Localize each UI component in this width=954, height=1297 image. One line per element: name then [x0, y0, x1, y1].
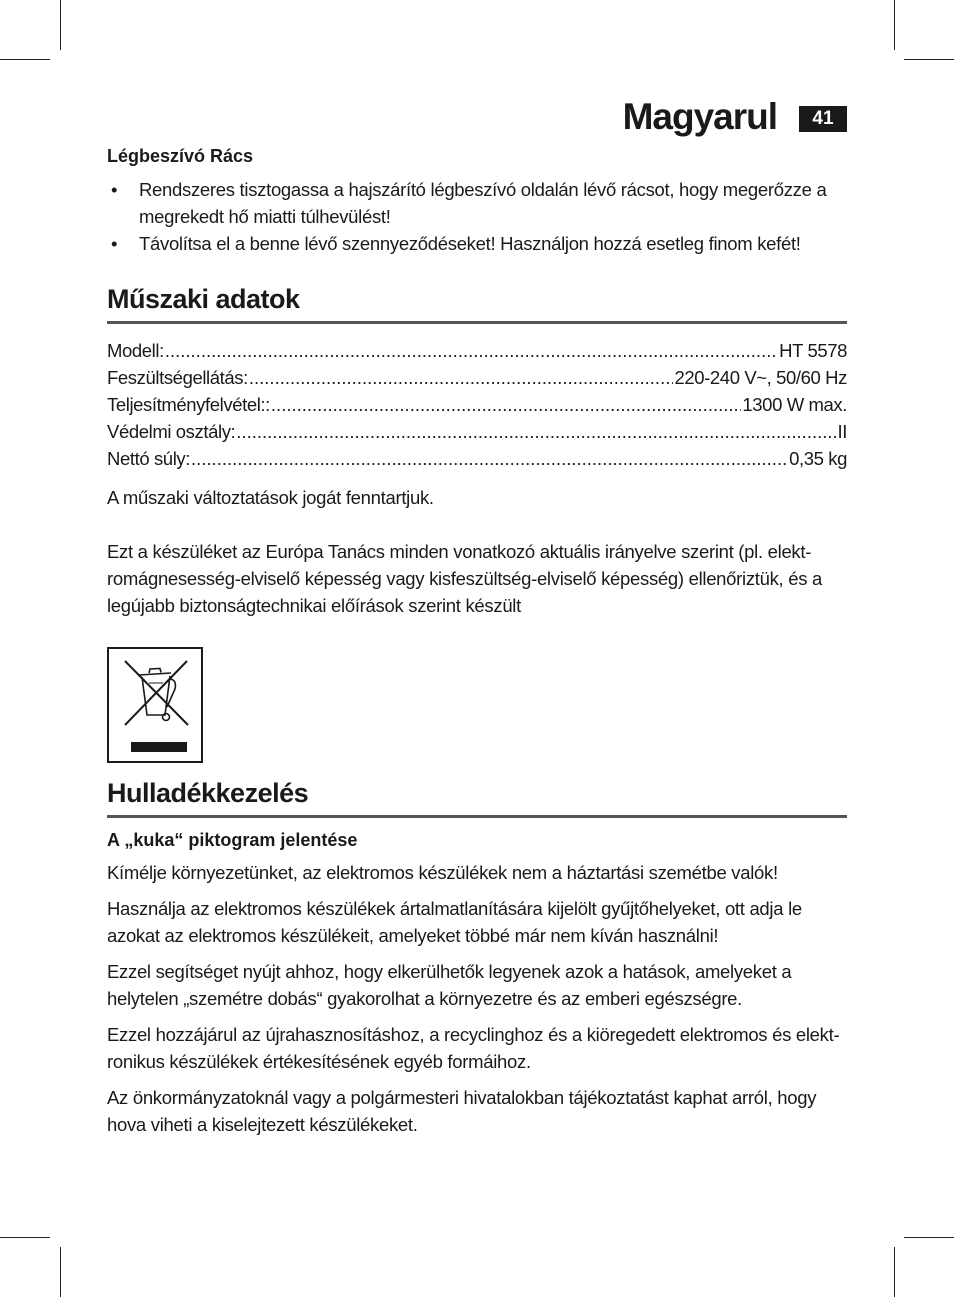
list-item: [107, 176, 847, 230]
disposal-paragraph: Kímélje környezetünket, az elektromos készülékek nem a háztartási szemétbe valók!: [107, 862, 778, 883]
compliance-text: Ezt a készüléket az Európa Tanács minden vonatkozó aktuális irányelve szerint (pl. elekt-romágnesesség-elviselő képesség vagy kisfeszültség-elviselő képesség) ellenőriztük, és a legújabb biztonságtechnikai előírások szerint készült: [107, 541, 823, 616]
page-number-badge: 41: [799, 106, 847, 132]
spec-label: Nettó súly:: [107, 448, 190, 469]
spec-row: [107, 418, 847, 445]
leader-dots: [191, 445, 788, 472]
crop-mark: [894, 1247, 895, 1297]
disposal-paragraph: Használja az elektromos készülékek ártalmatlanítására kijelölt gyűjtőhelyeket, ott adja le azokat az elektromos készülékeit, amelyeket többé már nem kíván használni!: [107, 898, 802, 946]
crop-mark: [0, 1237, 50, 1238]
disposal-title: Hulladékkezelés: [107, 778, 847, 818]
spec-label: Teljesítményfelvétel::: [107, 394, 270, 415]
air-intake-list: [107, 176, 847, 257]
leader-dots: [249, 364, 674, 391]
language-title: Magyarul: [622, 96, 777, 137]
leader-dots: [236, 418, 836, 445]
bullet-icon: •: [111, 179, 118, 200]
spec-label: Modell:: [107, 340, 164, 361]
bullet-text: Rendszeres tisztogassa a hajszárító légbeszívó oldalán lévő rácsot, hogy megerőzze a megrekedt hő miatti túlhevülést!: [139, 179, 827, 227]
air-intake-heading: Légbeszívó Rács: [107, 146, 254, 166]
spec-row: [107, 445, 847, 472]
bullet-icon: •: [111, 233, 118, 254]
spec-label: Védelmi osztály:: [107, 421, 236, 442]
page-header: [107, 96, 847, 142]
disposal-subheading: A „kuka“ piktogram jelentése: [107, 830, 358, 850]
list-item: [107, 230, 847, 257]
spec-row: [107, 391, 847, 418]
spec-label: Feszültségellátás:: [107, 367, 248, 388]
crossed-out-wheelie-bin-icon: [107, 647, 203, 763]
spec-row: [107, 337, 847, 364]
crop-mark: [894, 0, 895, 50]
crop-mark: [60, 1247, 61, 1297]
disposal-text: [107, 859, 847, 1147]
spec-value: 220-240 V~, 50/60 Hz: [674, 367, 847, 388]
spec-value: 0,35 kg: [789, 448, 847, 469]
disposal-paragraph: Az önkormányzatoknál vagy a polgármesteri hivatalokban tájékoztatást kaphat arról, hogy hova viheti a kiselejtezett készülékeket.: [107, 1087, 817, 1135]
crop-mark: [60, 0, 61, 50]
crop-mark: [904, 1237, 954, 1238]
leader-dots: [165, 337, 778, 364]
bullet-text: Távolítsa el a benne lévő szennyeződéseket! Használjon hozzá esetleg finom kefét!: [139, 233, 801, 254]
disposal-paragraph: Ezzel segítséget nyújt ahhoz, hogy elkerülhetők legyenek azok a hatások, amelyeket a helytelen „szemétre dobás“ gyakorolhat a környezetre és az emberi egészségre.: [107, 961, 792, 1009]
specs-table: [107, 337, 847, 472]
spec-row: [107, 364, 847, 391]
specs-note: A műszaki változtatások jogát fenntartjuk.: [107, 487, 434, 508]
crop-mark: [904, 59, 954, 60]
leader-dots: [271, 391, 741, 418]
spec-value: 1300 W max.: [742, 394, 847, 415]
spec-value: HT 5578: [779, 340, 847, 361]
disposal-paragraph: Ezzel hozzájárul az újrahasznosításhoz, a recyclinghoz és a kiöregedett elektromos és elekt-ronikus készülékek értékesítésének egyéb formáihoz.: [107, 1024, 840, 1072]
spec-value: II: [837, 421, 847, 442]
specs-title: Műszaki adatok: [107, 284, 847, 324]
crop-mark: [0, 59, 50, 60]
